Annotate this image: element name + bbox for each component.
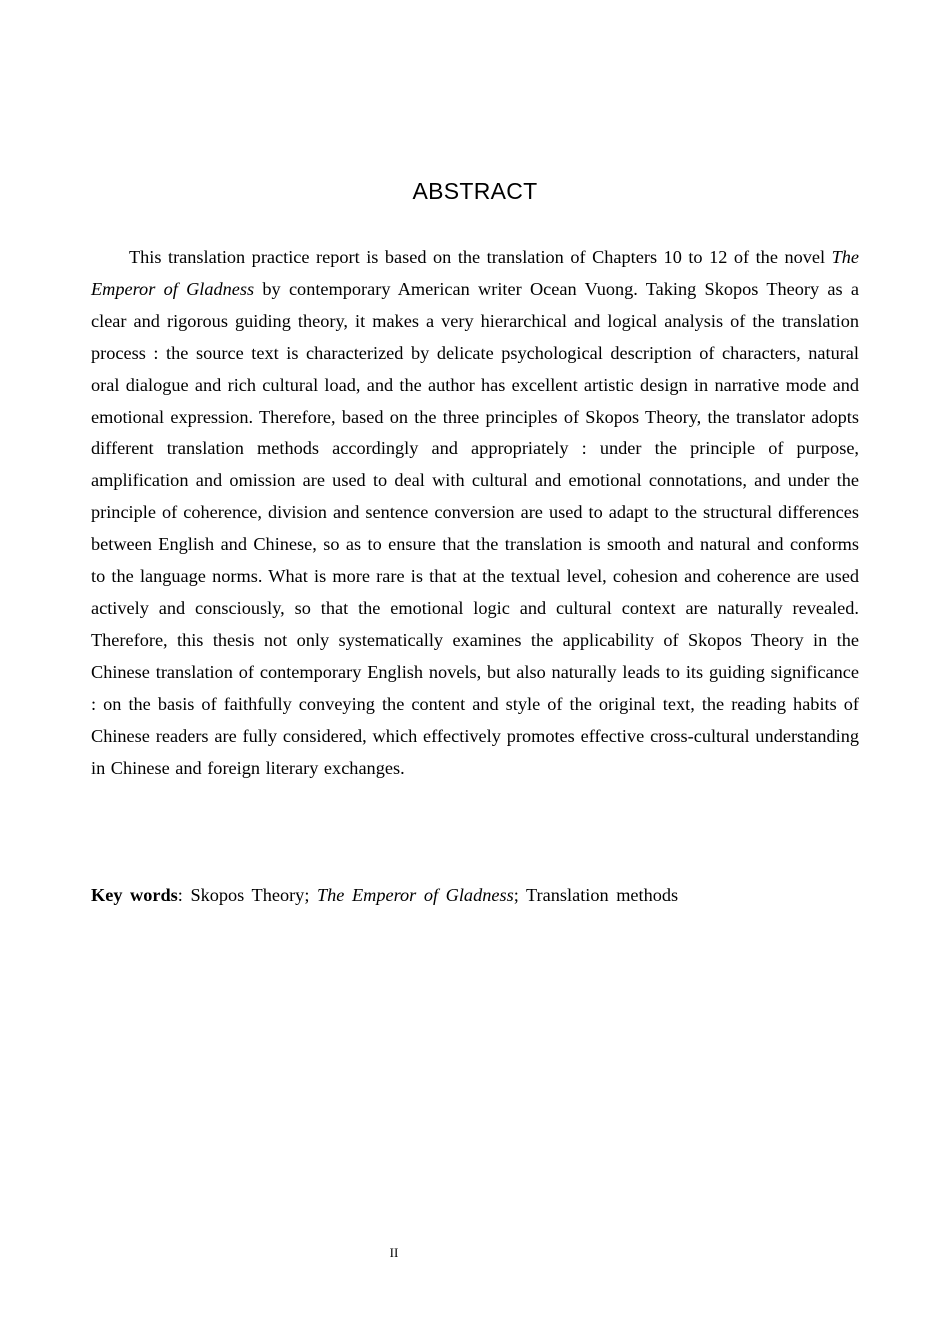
abstract-rest: by contemporary American writer Ocean Vuong. Taking Skopos Theory as a clear and rigorous guiding theory, it makes a very hierarchical and logical analysis of the translation process : the source text is characterized by delicate psychological description of characters, natural oral dialogue and rich cultural load, and the author has excellent artistic design in narrative mode and emotional expression. Therefore, based on the three principles of Skopos Theory, the translator adopts different translation methods accordingly and appropriately : under the principle of purpose, amplification and omission are used to deal with cultural and emotional connotations, and under the principle of coherence, division and sentence conversion are used to adapt to the structural differences between English and Chinese, so as to ensure that the translation is smooth and natural and conforms to the language norms. What is more rare is that at the textual level, cohesion and coherence are used actively and consciously, so that the emotional logic and cultural context are naturally revealed. Therefore, this thesis not only systematically examines the applicability of Skopos Theory in the Chinese translation of contemporary English novels, but also naturally leads to its guiding significance : on the basis of faithfully conveying the content and style of the original text, the reading habits of Chinese readers are fully considered, which effectively promotes effective cross-cultural understanding in Chinese and foreign literary exchanges. — [91, 278, 859, 778]
keyword-item: Skopos Theory — [190, 885, 305, 905]
keywords-label-separator: : — [177, 885, 191, 905]
page-number: II — [389, 1245, 399, 1260]
keyword-separator: ; — [304, 885, 317, 905]
keyword-item: The Emperor of Gladness — [316, 885, 514, 905]
keywords-line — [91, 880, 859, 912]
keywords-label: Key words — [91, 885, 178, 905]
keyword-separator: ; — [513, 885, 527, 905]
abstract-intro: This translation practice report is based on the translation of Chapters 10 to 12 of the novel — [129, 247, 832, 267]
keyword-item: Translation methods — [526, 885, 679, 905]
novel-title: The Emperor of Gladness — [91, 247, 859, 299]
abstract-title: ABSTRACT — [412, 178, 538, 204]
abstract-paragraph — [91, 242, 859, 784]
